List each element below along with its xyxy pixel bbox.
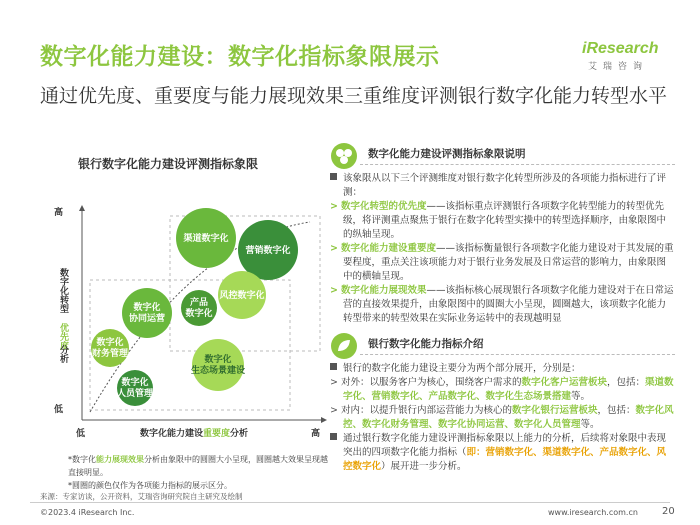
y-axis-low: 低 [54, 405, 64, 415]
section2-body [330, 362, 675, 474]
source-note: 来源：专家访谈，公开资料，艾瑞咨询研究院自主研究及绘制 [40, 492, 243, 501]
bubble-product-label-2: 数字化 [185, 309, 213, 319]
section1-intro: 该象限从以下三个评测维度对银行数字化转型所涉及的各项能力指标进行了评测： [330, 172, 675, 200]
bubble-ecosystem-label-1: 数字化 [204, 355, 232, 365]
bubble-channel-label: 渠道数字化 [183, 234, 229, 244]
leaf-icon [330, 332, 358, 360]
bubble-product-label-1: 产品 [189, 298, 209, 308]
bubble-hr-label-2: 人员管理 [116, 389, 154, 399]
y-axis-high: 高 [54, 208, 64, 218]
right-panel [330, 140, 675, 474]
bubble-ecosystem [192, 339, 244, 391]
logo-brand: iResearch [582, 40, 659, 57]
footer-divider [30, 502, 670, 503]
page-title: 数字化能力建设：数字化指标象限展示 [40, 44, 440, 70]
bubble-marketing-label: 营销数字化 [245, 246, 291, 256]
page-number: 20 [662, 506, 675, 517]
iresearch-logo [582, 40, 672, 76]
website-link[interactable]: www.iresearch.com.cn [548, 508, 638, 517]
leaf-cluster-icon [330, 142, 358, 170]
bubble-finance-mgmt [91, 329, 129, 367]
copyright: ©2023.4 iResearch Inc. [40, 508, 135, 517]
y-axis-label-bottom: 分析 [58, 345, 68, 363]
y-axis-label-top: 数字化转型 [58, 268, 68, 313]
section1-header [330, 140, 675, 172]
quadrant-chart [30, 180, 330, 450]
section2-intro: 银行的数字化能力建设主要分为两个部分展开，分别是： [330, 362, 675, 376]
logo-brand-cn: 艾瑞咨询 [588, 62, 649, 72]
x-axis-high: 高 [311, 429, 321, 439]
bubble-collab-label-2: 协同运营 [128, 314, 166, 324]
bubble-collab-ops [122, 288, 172, 338]
section1-item: > 数字化能力建设重要度——该指标衡量银行各项数字化能力建设对于其发展的重要程度，重点关注该项能力对于银行业务发展及日常运营的影响力，由象限图中的横轴呈现。 [330, 243, 674, 282]
page-subtitle: 通过优先度、重要度与能力展现效果三重维度评测银行数字化能力转型水平 [40, 85, 668, 107]
bubble-hr-mgmt [117, 370, 153, 406]
section1-divider [360, 164, 675, 165]
section2-internal: > 对内：以提升银行内部运营能力为核心的数字化银行运营板块，包括：数字化风控、数字化财务管理、数字化协同运营、数字化人员管理等。 [330, 405, 674, 430]
section1-title: 数字化能力建设评测指标象限说明 [368, 148, 526, 160]
section2-divider [360, 354, 675, 355]
section1-item: > 数字化转型的优先度——该指标重点评测银行各项数字化转型能力的转型优先级，将评测重点聚焦于银行在数字化转型实操中的转型选择顺序，由象限图中的纵轴呈现。 [330, 201, 667, 240]
bubble-product-digital [181, 290, 217, 326]
chart-title: 银行数字化能力建设评测指标象限 [78, 157, 259, 171]
bubble-finance-label-1: 数字化 [96, 338, 124, 348]
section2-title: 银行数字化能力指标介绍 [368, 338, 484, 350]
y-axis-label-mid: 优先度 [58, 323, 68, 350]
bubble-collab-label-1: 数字化 [133, 303, 161, 313]
chart-note: *数字化能力展现效果分析由象限中的圆圈大小呈现，圆圈越大效果呈现越直接明显。 *圆圈的颜色仅作为各项能力指标的展示区分。 [68, 455, 328, 490]
section2-header [330, 330, 675, 362]
x-axis-label: 数字化能力建设重要度分析 [140, 429, 249, 439]
bubble-finance-label-2: 财务管理 [91, 349, 129, 359]
bubble-hr-label-1: 数字化 [121, 378, 149, 388]
section2-summary: 通过银行数字化能力建设评测指标象限以上能力的分析，后续将对象限中表现突出的四项数字化能力指标（即：营销数字化、渠道数字化、产品数字化、风控数字化）展开进一步分析。 [330, 432, 675, 474]
bubble-risk-label: 风控数字化 [219, 291, 265, 301]
section1-item: > 数字化能力展现效果——该指标核心展现银行各项数字化能力建设对于在日常运营的直接效果提升，由象限图中的圆圈大小呈现，圆圈越大，该项数字化能力转型带来的转型效果在实际业务运转中的表现越明显 [330, 285, 674, 324]
x-axis-low: 低 [76, 429, 86, 439]
section2-customer: > 对外：以服务客户为核心，围绕客户需求的数字化客户运营板块，包括：渠道数字化、营销数字化、产品数字化、数字化生态场景搭建等。 [330, 377, 674, 402]
section1-body [330, 172, 675, 326]
bubble-ecosystem-label-2: 生态场景建设 [190, 366, 246, 376]
